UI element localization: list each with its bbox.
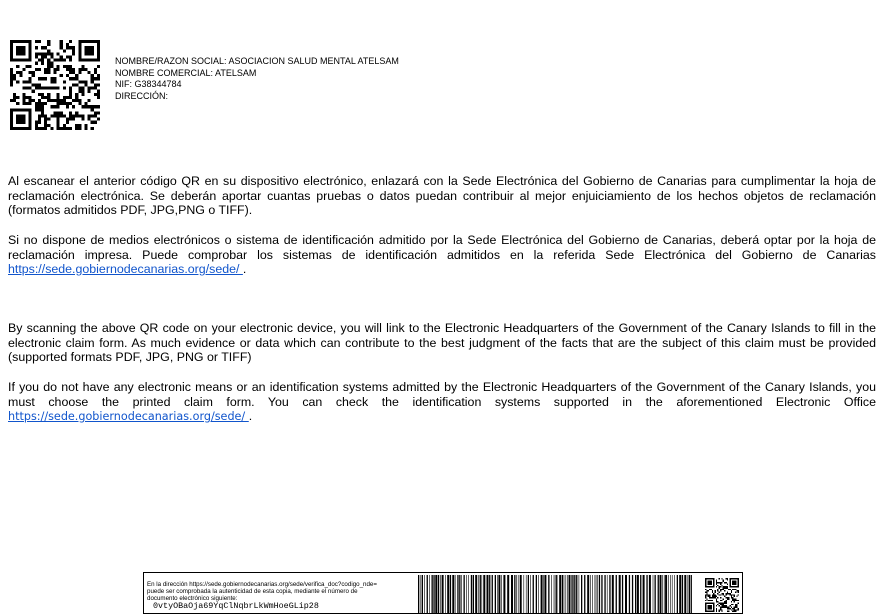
barcode (416, 575, 694, 614)
entity-info (115, 56, 399, 102)
link-period-en: . (248, 409, 253, 424)
link-period-es: . (242, 262, 247, 277)
spanish-paragraph-2 (8, 233, 876, 277)
english-paragraph-1: By scanning the above QR code on your electronic device, you will link to the Electronic Headquarters of the Government of the Canary Islands to fill in the electronic claim form. As much evidence or data which can contribute to the best judgment of the facts that are the subject of this claim must be provided (supported formats PDF, JPG, PNG or TIFF) (8, 321, 876, 365)
entity-address: DIRECCIÓN: (115, 90, 169, 101)
qr-code (10, 40, 100, 130)
verification-text (147, 581, 409, 610)
spanish-paragraph-2-text: Si no dispone de medios electrónicos o sistema de identificación admitido por la Sede Electrónica del Gobierno de Canarias, deberá optar por la hoja de reclamación impresa. Puede comprobar los sistemas de identificación admitidos en la referida Sede Electrónica del Gobierno de Canarias (8, 233, 876, 262)
sede-link-en[interactable]: https://sede.gobiernodecanarias.org/sede/ (8, 410, 249, 424)
entity-name: NOMBRE/RAZON SOCIAL: ASOCIACION SALUD MENTAL ATELSAM (115, 56, 399, 66)
verification-line-2: puede ser comprobada la autenticidad de esta copia, mediante el número de (147, 588, 358, 595)
entity-commercial-name: NOMBRE COMERCIAL: ATELSAM (115, 67, 257, 78)
english-paragraph-2 (8, 380, 876, 425)
sede-link-es[interactable]: https://sede.gobiernodecanarias.org/sede/ (8, 262, 243, 277)
verification-code: 0vtyOBaOja69YqClNqbrLkWmHoeGLip28 (153, 601, 319, 611)
verification-line-3: documento electrónico siguiente: (147, 595, 238, 602)
qr-code-small (705, 578, 739, 612)
english-paragraph-2-text: If you do not have any electronic means or an identification systems admitted by the Electronic Headquarters of the Government of the Canary Islands, you must choose the printed claim form. You can check the identification systems supported in the aforementioned Electronic Office (8, 380, 876, 409)
spanish-paragraph-1: Al escanear el anterior código QR en su dispositivo electrónico, enlazará con la Sede Electrónica del Gobierno de Canarias para cumplimentar la hoja de reclamación electrónica. Se deberán aportar cuantas pruebas o datos puedan contribuir al mejor enjuiciamiento de los hechos objetos de reclamación (formatos admitidos PDF, JPG,PNG o TIFF). (8, 174, 876, 218)
verification-line-1: En la dirección https://sede.gobiernodecanarias.org/sede/verifica_doc?codigo_nde= (147, 581, 377, 588)
verification-footer (143, 572, 743, 614)
entity-nif: NIF: G38344784 (115, 79, 182, 89)
